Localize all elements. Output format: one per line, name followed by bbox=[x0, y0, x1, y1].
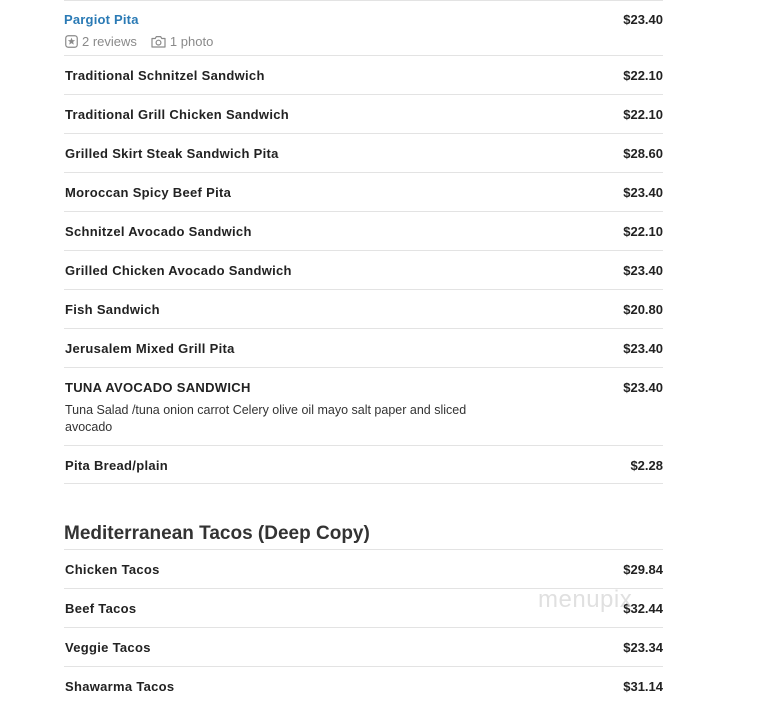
item-price: $2.28 bbox=[630, 458, 663, 473]
item-price: $20.80 bbox=[623, 302, 663, 317]
item-meta bbox=[65, 34, 227, 49]
item-price: $29.84 bbox=[623, 562, 663, 577]
reviews-count: 2 reviews bbox=[82, 34, 137, 49]
item-name: Beef Tacos bbox=[65, 601, 137, 616]
reviews-link[interactable] bbox=[65, 34, 137, 49]
item-name: Traditional Grill Chicken Sandwich bbox=[65, 107, 290, 122]
item-name: Veggie Tacos bbox=[65, 640, 151, 655]
item-name: Pita Bread/plain bbox=[65, 458, 169, 473]
menu-item bbox=[64, 56, 663, 95]
item-name: Traditional Schnitzel Sandwich bbox=[65, 68, 265, 83]
menu-item bbox=[64, 212, 663, 251]
menu-item bbox=[64, 667, 663, 706]
item-description: Tuna Salad /tuna onion carrot Celery olive oil mayo salt paper and sliced avocado bbox=[65, 403, 467, 434]
item-price: $23.40 bbox=[623, 12, 663, 27]
item-name: Jerusalem Mixed Grill Pita bbox=[65, 341, 235, 356]
menu-item bbox=[64, 290, 663, 329]
item-price: $22.10 bbox=[623, 224, 663, 239]
item-name: Fish Sandwich bbox=[65, 302, 160, 317]
item-price: $22.10 bbox=[623, 68, 663, 83]
section-header bbox=[64, 484, 663, 550]
item-price: $32.44 bbox=[623, 601, 663, 616]
watermark-logo: menupix bbox=[538, 586, 633, 613]
item-price: $28.60 bbox=[623, 146, 663, 161]
menu-item-with-description bbox=[64, 368, 663, 446]
menu-item bbox=[64, 446, 663, 484]
item-price: $31.14 bbox=[623, 679, 663, 694]
menu-item-featured bbox=[64, 0, 663, 56]
item-price: $23.40 bbox=[623, 341, 663, 356]
menu-item bbox=[64, 550, 663, 589]
item-name: TUNA AVOCADO SANDWICH bbox=[65, 380, 251, 395]
menu-item bbox=[64, 173, 663, 212]
item-price: $23.40 bbox=[623, 185, 663, 200]
item-price: $23.34 bbox=[623, 640, 663, 655]
section-title: Mediterranean Tacos (Deep Copy) bbox=[64, 523, 370, 544]
menu-item bbox=[64, 628, 663, 667]
menu-item bbox=[64, 329, 663, 368]
menu-item bbox=[64, 134, 663, 173]
photos-link[interactable] bbox=[151, 34, 213, 49]
item-name: Schnitzel Avocado Sandwich bbox=[65, 224, 252, 239]
item-name: Grilled Chicken Avocado Sandwich bbox=[65, 263, 292, 278]
item-name: Grilled Skirt Steak Sandwich Pita bbox=[65, 146, 279, 161]
photos-count: 1 photo bbox=[169, 34, 214, 49]
star-badge-icon bbox=[65, 35, 78, 48]
item-price: $23.40 bbox=[623, 263, 663, 278]
menu-item bbox=[64, 251, 663, 290]
camera-icon bbox=[151, 35, 166, 48]
item-name: Shawarma Tacos bbox=[65, 679, 175, 694]
item-price: $23.40 bbox=[623, 380, 663, 395]
item-price: $22.10 bbox=[623, 107, 663, 122]
item-name-link[interactable]: Pargiot Pita bbox=[64, 12, 139, 27]
menu-item bbox=[64, 95, 663, 134]
item-name: Chicken Tacos bbox=[65, 562, 160, 577]
item-name: Moroccan Spicy Beef Pita bbox=[65, 185, 232, 200]
